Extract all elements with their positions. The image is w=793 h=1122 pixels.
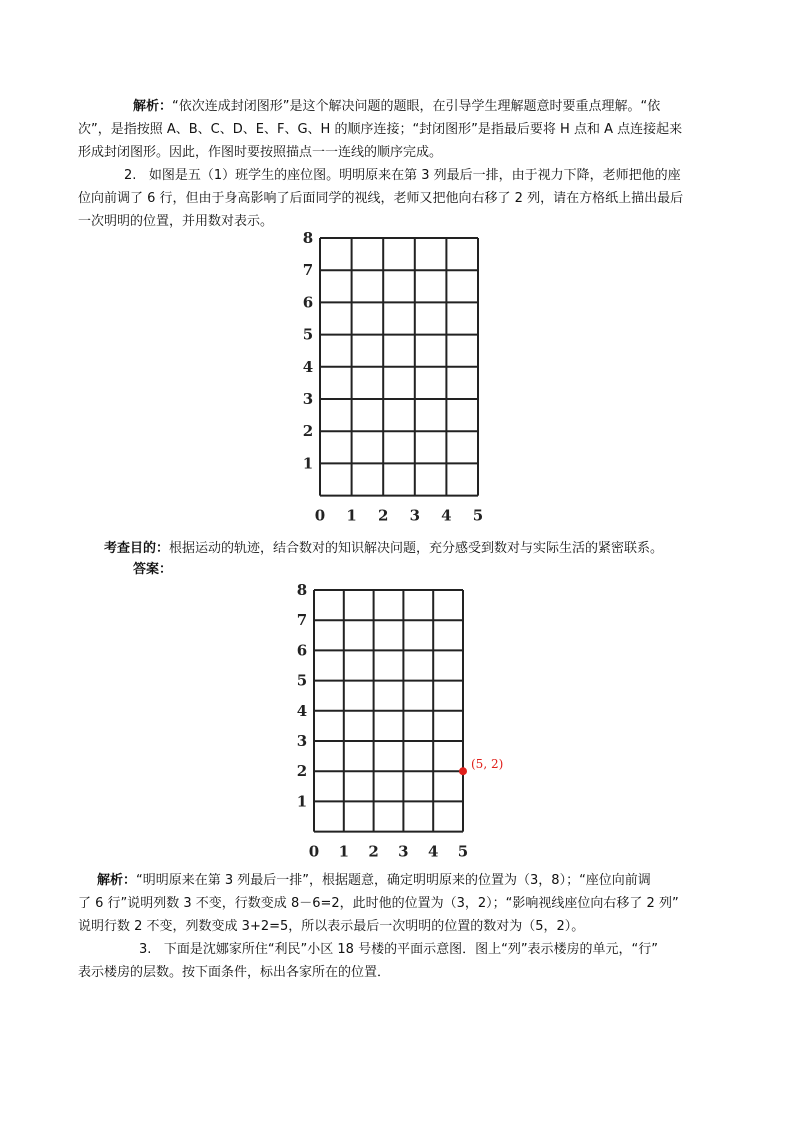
grid1-x-tick: 4 [441, 506, 452, 525]
grid-1-y-labels [303, 229, 313, 472]
answer-point-label: (5, 2) [471, 757, 504, 772]
grid1-x-tick: 5 [472, 506, 484, 525]
analysis-1 [133, 95, 660, 118]
grid2-x-tick: 1 [338, 842, 350, 861]
analysis-2-line1: “明明原来在第 3 列最后一排”，根据题意，确定明明原来的位置为（3，8）；“座位向前调 [136, 873, 651, 888]
grid1-y-tick: 6 [302, 293, 314, 312]
question-3 [139, 938, 658, 961]
grid-2-x-labels [309, 843, 468, 861]
grid1-y-tick: 7 [302, 261, 314, 280]
question-2 [124, 164, 681, 187]
analysis-2-line2: 了 6 行”说明列数 3 不变，行数变成 8－6=2，此时他的位置为（3，2）；“影响视线座位向右移了 2 列” [78, 896, 679, 911]
question-2-number: 2. [124, 168, 137, 183]
grid2-x-tick: 2 [368, 842, 379, 861]
grid2-x-tick: 3 [398, 842, 409, 861]
grid2-x-tick: 0 [308, 842, 320, 861]
grid-2-y-labels [297, 581, 307, 810]
purpose-text: 根据运动的轨迹，结合数对的知识解决问题，充分感受到数对与实际生活的紧密联系。 [169, 541, 664, 556]
question-3-line1: 下面是沈娜家所住“利民”小区 18 号楼的平面示意图．图上“列”表示楼房的单元，“行” [163, 942, 659, 957]
grid2-y-tick: 7 [296, 611, 308, 630]
answer-label: 答案： [133, 562, 173, 577]
grid2-y-tick: 8 [296, 581, 308, 599]
question-3-number: 3. [139, 942, 152, 957]
analysis-1-line3: 形成封闭图形。因此，作图时要按照描点一一连线的顺序完成。 [78, 145, 443, 160]
grid1-x-tick: 2 [377, 506, 389, 525]
grid2-y-tick: 2 [296, 762, 308, 781]
grid1-x-tick: 1 [346, 506, 357, 525]
analysis-2-line3: 说明行数 2 不变，列数变成 3+2=5，所以表示最后一次明明的位置的数对为（5，2）。 [78, 919, 585, 934]
grid1-x-tick: 0 [314, 506, 326, 525]
grid-2-lines [314, 590, 463, 832]
grid2-y-tick: 1 [296, 792, 308, 811]
grid2-x-tick: 4 [427, 842, 439, 861]
grid1-y-tick: 4 [302, 357, 314, 376]
grid1-y-tick: 2 [302, 422, 314, 441]
analysis-2-label: 解析： [97, 873, 137, 888]
grid2-y-tick: 3 [296, 732, 308, 750]
grid1-y-tick: 3 [302, 390, 314, 408]
analysis-1-line1: “依次连成封闭图形”是这个解决问题的题眼，在引导学生理解题意时要重点理解。“依 [172, 99, 661, 114]
purpose-label: 考查目的： [104, 541, 170, 556]
grid2-y-tick: 4 [296, 701, 308, 720]
grid1-x-tick: 3 [409, 506, 421, 525]
grid2-y-tick: 5 [296, 671, 308, 690]
question-2-line1: 如图是五（1）班学生的座位图。明明原来在第 3 列最后一排，由于视力下降，老师把他的座 [148, 168, 681, 183]
grid2-y-tick: 6 [296, 641, 308, 660]
grid1-y-tick: 1 [302, 454, 314, 473]
purpose [104, 537, 663, 560]
grid1-y-tick: 5 [302, 325, 314, 344]
analysis-1-line2: 次”，是指按照 A、B、C、D、E、F、G、H 的顺序连接；“封闭图形”是指最后要将 H 点和 A 点连接起来 [78, 122, 683, 137]
question-2-line3: 一次明明的位置，并用数对表示。 [78, 214, 274, 229]
grid2-x-tick: 5 [457, 842, 469, 861]
answer-point [459, 767, 467, 775]
question-2-line2: 位向前调了 6 行，但由于身高影响了后面同学的视线，老师又把他向右移了 2 列，请在方格纸上描出最后 [78, 191, 684, 206]
question-3-line2: 表示楼房的层数。按下面条件，标出各家所在的位置． [78, 965, 391, 980]
grid1-y-tick: 8 [302, 229, 314, 247]
grid-1-lines [320, 238, 478, 496]
grid-1-x-labels [315, 507, 483, 525]
analysis-1-label: 解析： [133, 99, 173, 114]
analysis-2 [97, 869, 651, 892]
